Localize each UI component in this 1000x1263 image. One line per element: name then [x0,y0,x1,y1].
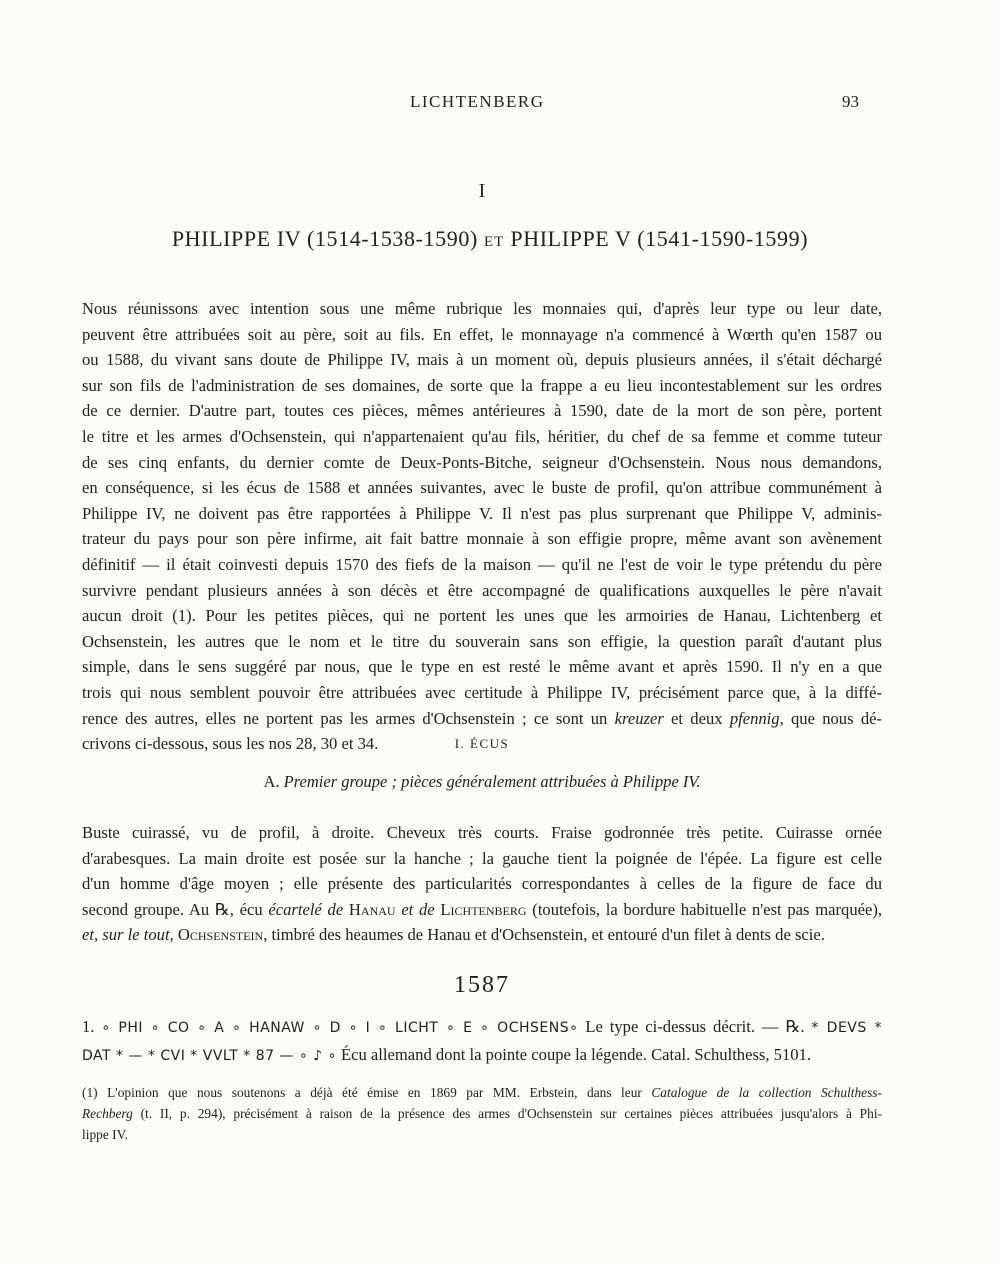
text-line: Nous réunissons avec intention sous une même rubrique les monnaies qui, d'après leur type ou leur date, [82,299,882,318]
title-philippe-iv: PHILIPPE IV (1514-1538-1590) [171,226,478,251]
text-line: survivre pendant plusieurs années à son décès et être accompagné de qualifications auxquelles le père n'avait [82,580,882,600]
text-segment: et, sur le tout, [82,925,174,945]
group-letter: A. [263,772,280,791]
text-line: en conséquence, si les écus de 1588 et années suivantes, avec le buste de profil, qu'on attribue communément à [82,478,882,498]
arms-ochsenstein: Ochsenstein [177,925,264,945]
arms-lichtenberg: Lichtenberg [440,899,527,919]
title-conjunction: ET [483,234,505,250]
section-subhead: I. ÉCUS [454,736,510,751]
group-title: Premier groupe ; pièces généralement attribuées à Philippe IV. [283,772,701,791]
entry-number: 1. [82,1017,95,1036]
text-segment: Écu allemand dont la pointe coupe la légende. Catal. Schulthess, 5101. [340,1044,812,1064]
type-description [82,820,882,948]
text-segment: (t. II, p. 294), précisément à raison de la présence des armes d'Ochsenstein sur certaines pièces attribuées jusqu'alors à Phi- [140,1106,882,1121]
text-segment: , que nous dé- [779,708,882,728]
text-line: trateur du pays pour son père infirme, ait fait battre monnaie à son effigie propre, même avant son avènement [82,529,882,549]
text-line: Philippe IV, ne doivent pas être rapportées à Philippe V. Il n'est pas plus surprenant que Philippe V, adminis- [82,503,882,523]
footnote-line [82,1103,882,1124]
text-line: définitif — il était coinvesti depuis 1570 des fiefs de la maison — qu'il ne l'est de voir le type prétendu du père [82,554,882,574]
footnote-line [82,1082,882,1103]
text-segment: second groupe. Au ℞, écu [82,899,263,919]
term-kreuzer: kreuzer [614,708,664,728]
section-numeral: I [478,180,486,202]
text-line: simple, dans le sens suggéré par nous, que le type en est resté le même avant et après 1590. Il n'y en a que [82,657,882,677]
text-line [82,706,882,732]
text-line: le titre et les armes d'Ochsenstein, qui n'appartenaient qu'au fils, héritier, du chef de sa femme et comme tuteur [82,426,882,446]
text-line: trois qui nous semblent pouvoir être attribuées avec certitude à Philippe IV, précisément parce que, à la diffé- [82,682,882,702]
text-line [82,897,882,923]
arms-hanau: Hanau [348,899,396,919]
text-line: peuvent être attribuées soit au père, soit au fils. En effet, le monnayage n'a commencé à Wœrth qu'en 1587 ou [82,324,882,344]
text-line: crivons ci-dessous, sous les nos 28, 30 et 34. [82,734,379,754]
text-segment: écartelé de [268,899,344,919]
catalog-entry [82,1014,882,1069]
text-segment: Le type ci-dessus décrit. — ℞. [585,1017,805,1036]
intro-paragraph [82,296,882,757]
text-segment: et deux [671,708,723,728]
text-segment: (1) L'opinion que nous soutenons a déjà été émise en 1869 par MM. Erbstein, dans leur [82,1085,642,1100]
term-pfennig: pfennig [729,708,780,728]
text-segment: , timbré des heaumes de Hanau et d'Ochsenstein, et entouré d'un filet à dents de scie. [263,925,825,945]
text-segment: et de [401,899,435,919]
footnote-line: lippe IV. [82,1127,128,1142]
text-line: de ses cinq enfants, du dernier comte de Deux-Ponts-Bitche, seigneur d'Ochsenstein. Nous nous demandons, [82,452,882,472]
text-line: Buste cuirassé, vu de profil, à droite. Cheveux très courts. Fraise godronnée très petite. Cuirasse ornée [82,823,882,842]
catalogue-title: Catalogue de la collection Schulthess- [651,1085,882,1100]
text-line: sur son fils de l'administration de ses domaines, de sorte que la frappe a eu lieu incontestablement sur les ordres [82,375,882,395]
chapter-title [120,226,860,252]
text-line [82,922,882,948]
obverse-legend: ∘ PHI ∘ CO ∘ A ∘ HANAW ∘ D ∘ I ∘ LICHT ∘ E ∘ OCHSENS∘ [101,1020,579,1036]
text-line: aucun droit (1). Pour les petites pièces, qui ne portent les unes que les armoiries de Hanau, Lichtenberg et [82,606,882,626]
text-line: d'un homme d'âge moyen ; elle présente des particularités correspondantes à celles de la figure de face du [82,874,882,894]
catalogue-title: Rechberg [82,1106,133,1121]
reverse-legend: DAT * — * CVI * VVLT * 87 — ∘ ♪ ∘ [82,1047,337,1064]
running-head: LICHTENBERG [410,92,545,111]
year-heading: 1587 [454,972,510,998]
footnote [82,1082,882,1145]
text-line [82,1014,882,1042]
text-line: Ochsenstein, les autres que le nom et le titre du souverain sans son effigie, la question paraît d'autant plus [82,631,882,651]
text-line [82,1042,882,1070]
text-line: ou 1588, du vivant sans doute de Philippe IV, mais à un moment où, depuis plusieurs années, il s'était déchargé [82,350,882,370]
page-number: 93 [842,92,859,111]
title-philippe-v: PHILIPPE V (1541-1590-1599) [510,226,809,251]
text-segment: (toutefois, la bordure habituelle n'est pas marquée), [532,899,882,919]
text-line: d'arabesques. La main droite est posée sur la hanche ; la gauche tient la poignée de l'épée. La figure est celle [82,848,882,868]
group-heading [0,772,964,792]
text-segment: rence des autres, elles ne portent pas les armes d'Ochsenstein ; ce sont un [82,708,608,728]
reverse-legend: * DEVS * [811,1020,882,1036]
text-line: de ce dernier. D'autre part, toutes ces pièces, mêmes antérieures à 1590, date de la mort de son père, portent [82,401,882,421]
